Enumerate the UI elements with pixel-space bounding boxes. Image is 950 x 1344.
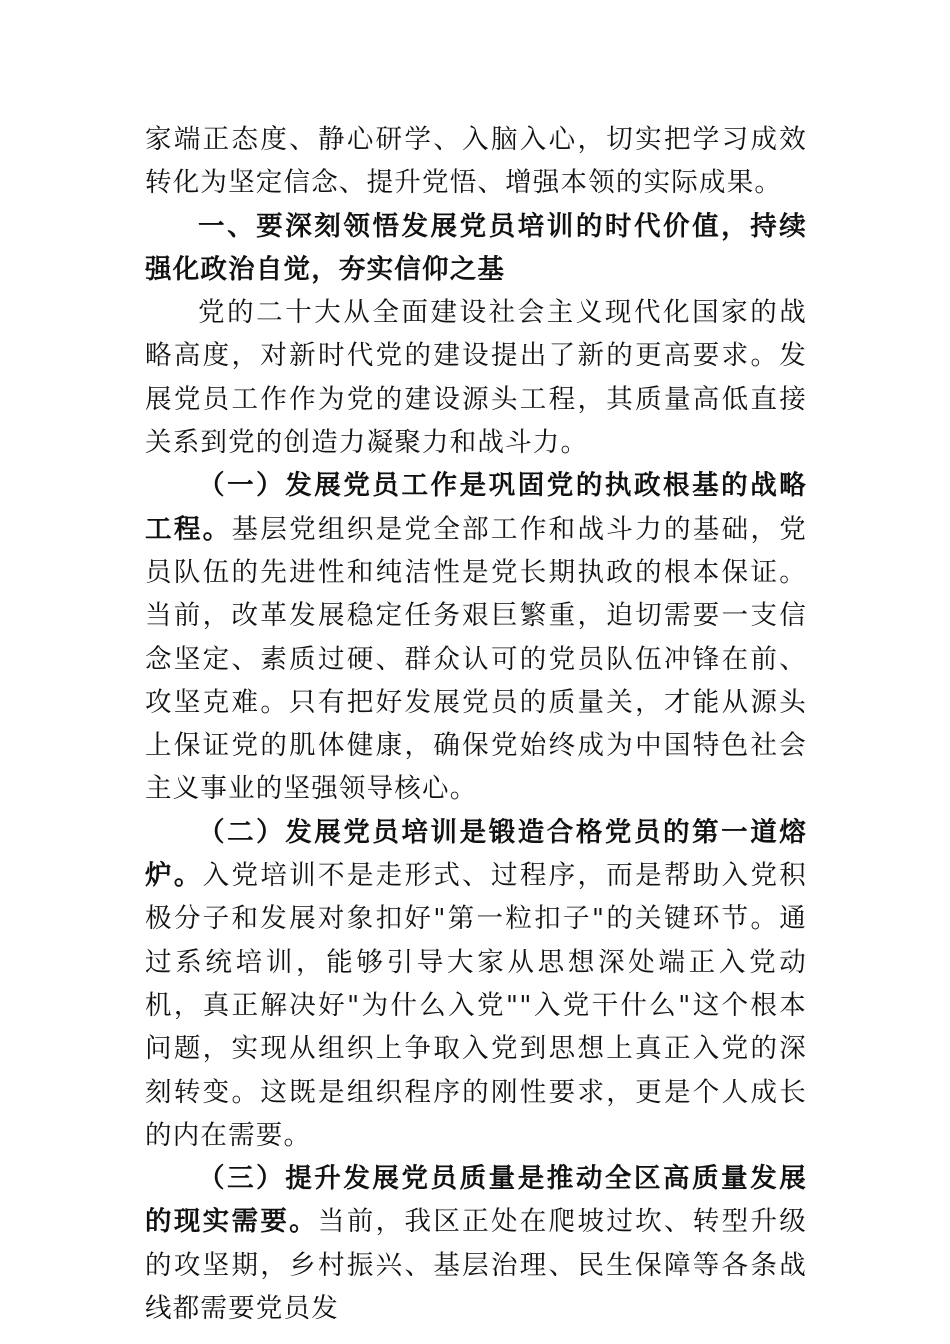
document-page	[145, 118, 807, 1330]
subsection-1-body: 基层党组织是党全部工作和战斗力的基础，党员队伍的先进性和纯洁性是党长期执政的根本保证。当前，改革发展稳定任务艰巨繁重，迫切需要一支信念坚定、素质过硬、群众认可的党员队伍冲锋在前、攻坚克难。只有把好发展党员的质量关，才能从源头上保证党的肌体健康，确保党始终成为中国特色社会主义事业的坚强领导核心。	[145, 513, 807, 805]
subsection-2-lead: （二）发展党员培训是锻造合格党员的第一道熔炉。	[145, 816, 807, 892]
paragraph-subsection-1	[145, 464, 807, 810]
section-heading-1: 一、要深刻领悟发展党员培训的时代价值，持续强化政治自觉，夯实信仰之基	[145, 210, 807, 285]
subsection-2-body: 入党培训不是走形式、过程序，而是帮助入党积极分子和发展对象扣好"第一粒扣子"的关键环节。通过系统培训，能够引导大家从思想深处端正入党动机，真正解决好"为什么入党""入党干什么"这个根本问题，实现从组织上争取入党到思想上真正入党的深刻转变。这既是组织程序的刚性要求，更是个人成长的内在需要。	[145, 860, 807, 1151]
subsection-3-body: 当前，我区正处在爬坡过坎、转型升级的攻坚期，乡村振兴、基层治理、民生保障等各条战线都需要党员发	[145, 1206, 808, 1325]
paragraph-intro: 党的二十大从全面建设社会主义现代化国家的战略高度，对新时代党的建设提出了新的更高要求。发展党员工作作为党的建设源头工程，其质量高低直接关系到党的创造力凝聚力和战斗力。	[145, 297, 807, 459]
subsection-1-lead: （一）发展党员工作是巩固党的执政根基的战略工程。	[145, 470, 807, 545]
paragraph-continuation: 家端正态度、静心研学、入脑入心，切实把学习成效转化为坚定信念、提升党悟、增强本领的实际成果。	[145, 124, 807, 199]
paragraph-subsection-2	[145, 811, 807, 1157]
paragraph-subsection-3	[145, 1157, 807, 1330]
subsection-3-lead: （三）提升发展党员质量是推动全区高质量发展的现实需要。	[145, 1163, 807, 1238]
